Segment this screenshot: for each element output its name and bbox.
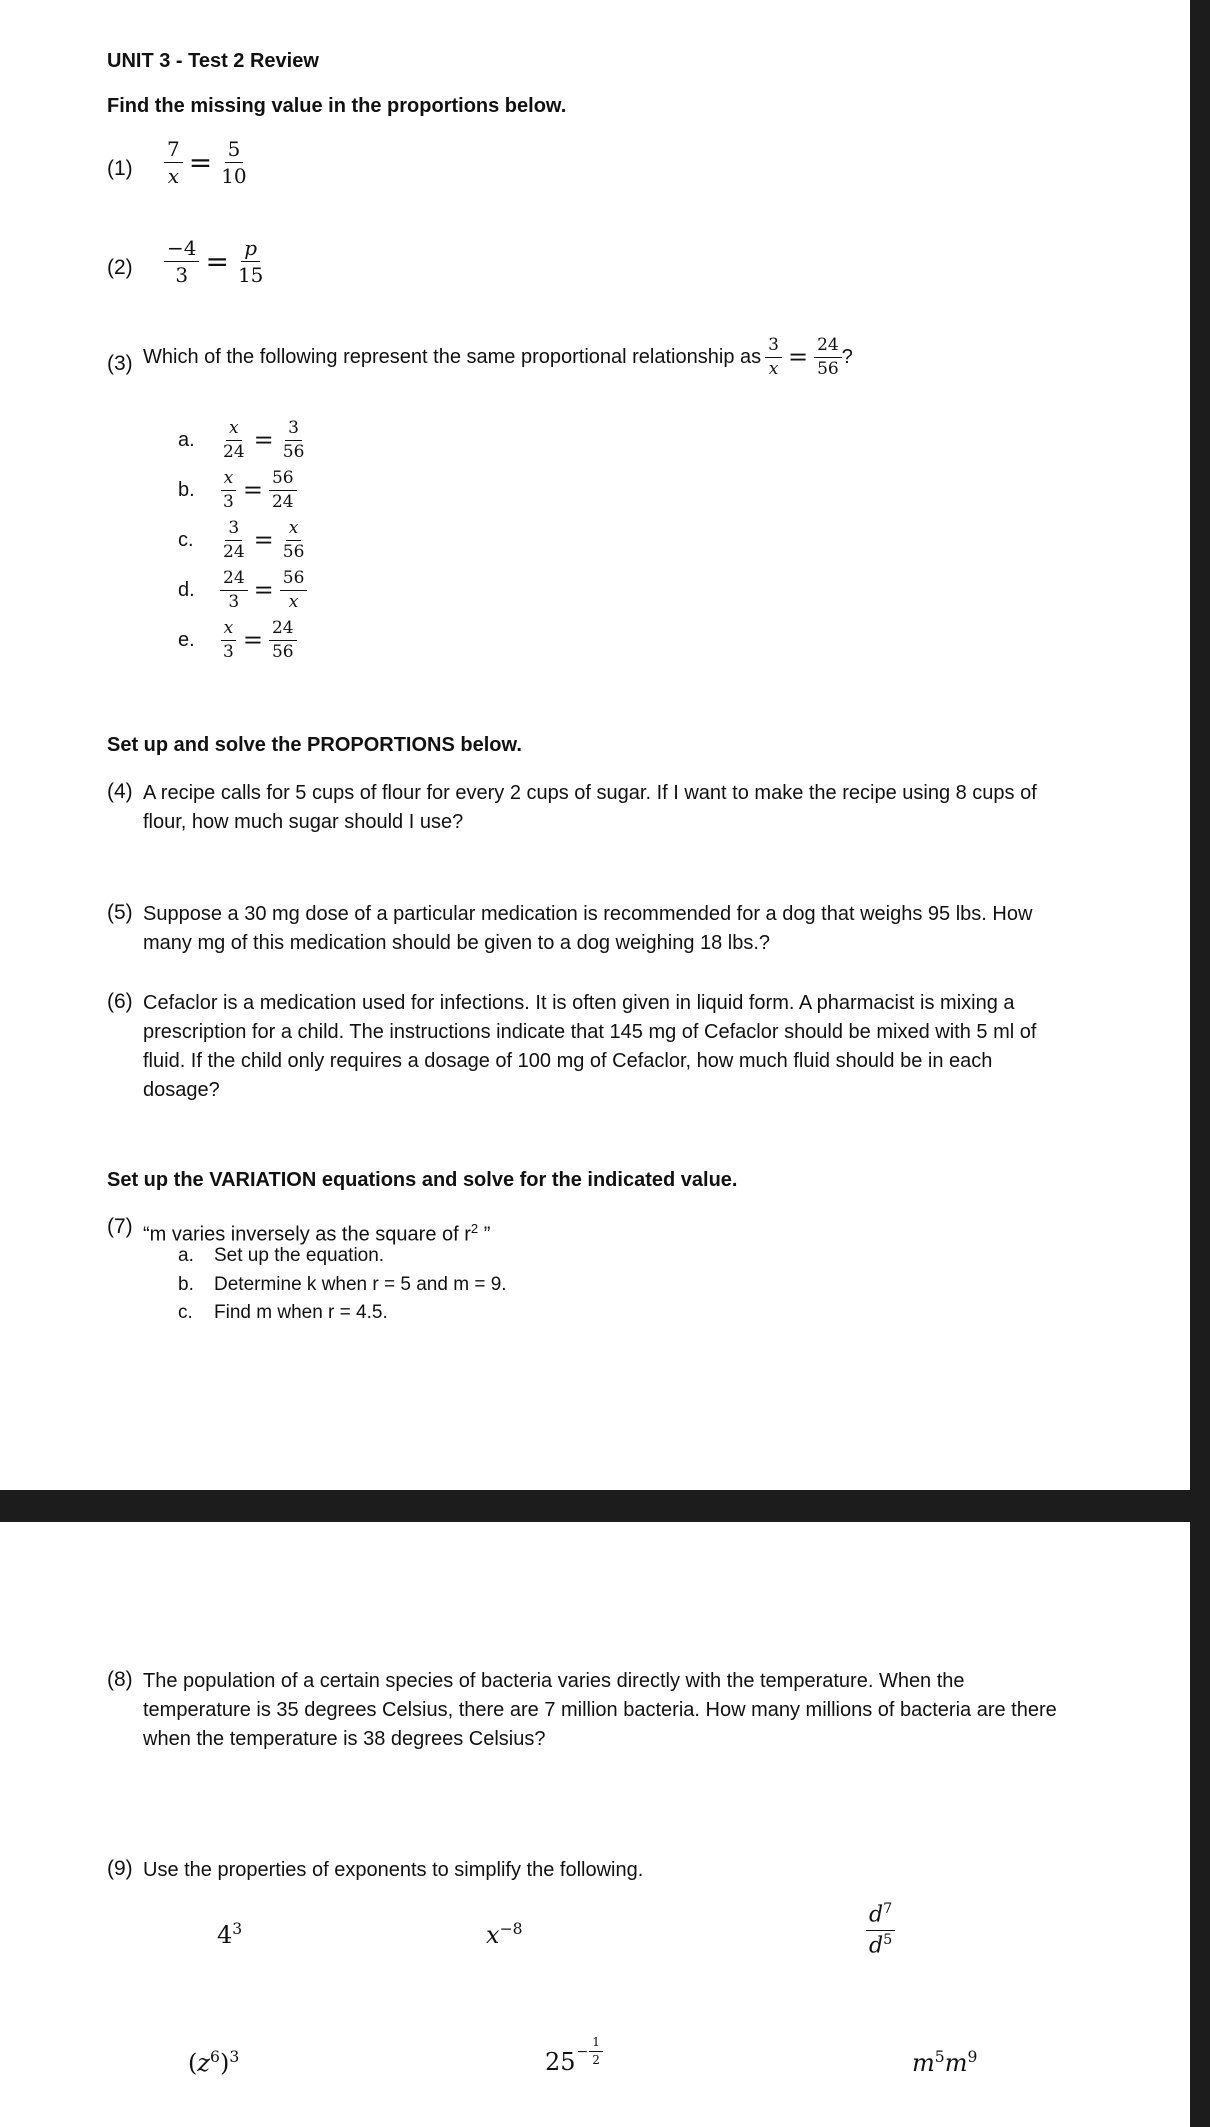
q3-option-e: e. $\frac{x}{3}$ = $\frac{24}{56}$ <box>178 619 301 661</box>
part-text: Find m when r = 4.5. <box>214 1302 388 1323</box>
q1-right-numerator: 5 <box>225 138 244 163</box>
q2-equation <box>160 237 270 286</box>
expr-base: m <box>912 2049 935 2077</box>
q7-part-b <box>178 1274 507 1296</box>
q3-option-c: c. $\frac{3}{24}$ = $\frac{x}{56}$ <box>178 519 311 561</box>
option-left-denominator: 3 <box>223 491 234 512</box>
q3-text: Which of the following represent the same proportional relationship as <box>143 345 762 368</box>
q9-number: (9) <box>107 1857 133 1880</box>
option-label: b. <box>178 478 195 501</box>
part-label: c. <box>178 1302 193 1323</box>
q6-text: Cefaclor is a medication used for infections. It is often given in liquid form. A pharmacist is mixing a prescription for a child. The instructions indicate that 145 mg of Cefaclor should be mixed with 5 ml of fluid. If the child only requires a dosage of 100 mg of Cefaclor, how much fluid should be in each dosage? <box>143 992 1037 1101</box>
option-right-numerator: 56 <box>280 569 308 591</box>
q5-text: Suppose a 30 mg dose of a particular medication is recommended for a dog that weighs 95 lbs. How many mg of this medication should be given to a dog weighing 18 lbs.? <box>143 903 1033 954</box>
page-separator <box>0 1490 1210 1522</box>
part-label: b. <box>178 1274 194 1295</box>
option-right-denominator: x <box>288 591 299 612</box>
q7-text-main: “m varies inversely as the square of r <box>143 1223 471 1246</box>
expr-x-neg8 <box>486 1920 523 1950</box>
option-left-numerator: 3 <box>225 519 242 541</box>
option-label: e. <box>178 628 195 651</box>
option-label: d. <box>178 578 195 601</box>
expr-exponent: 9 <box>967 2048 978 2066</box>
option-right-denominator: 56 <box>271 641 294 662</box>
q3-option-a: a. $\frac{x}{24}$ = $\frac{3}{56}$ <box>178 419 311 461</box>
q1-left-numerator: 7 <box>164 138 183 163</box>
option-right-denominator: 56 <box>282 541 305 562</box>
expr-base: 25 <box>545 2048 576 2076</box>
q2-left-denominator: 3 <box>175 263 189 287</box>
q2-right-numerator: p <box>241 237 260 262</box>
option-left-numerator: x <box>226 419 242 441</box>
part-text: Set up the equation. <box>214 1245 385 1266</box>
section2-heading: Set up and solve the PROPORTIONS below. <box>107 734 522 756</box>
option-label: a. <box>178 428 195 451</box>
expr-inner-exponent: 6 <box>210 2048 220 2066</box>
q7-part-c <box>178 1302 388 1324</box>
q3-number: (3) <box>107 352 133 375</box>
option-left-numerator: 24 <box>220 569 248 591</box>
q9-text: Use the properties of exponents to simplify the following. <box>143 1859 644 1881</box>
q3-frac1-denominator: x <box>768 358 779 379</box>
q2-right-denominator: 15 <box>237 263 264 287</box>
expr-m5-m9 <box>912 2048 977 2078</box>
worksheet-title: UNIT 3 - Test 2 Review <box>107 50 319 72</box>
option-left-denominator: 3 <box>228 591 240 612</box>
q8-text: The population of a certain species of bacteria varies directly with the temperature. When the temperature is 35 degrees Celsius, there are 7 million bacteria. How many millions of bacteria are there when the temperature is 38 degrees Celsius? <box>143 1670 1057 1750</box>
section1-heading: Find the missing value in the proportions below. <box>107 95 567 117</box>
part-label: a. <box>178 1245 194 1266</box>
section3-heading: Set up the VARIATION equations and solve for the indicated value. <box>107 1169 738 1191</box>
expr-exponent: 3 <box>232 1920 243 1938</box>
q1-right-denominator: 10 <box>221 164 247 188</box>
option-left-numerator: x <box>221 469 237 491</box>
q4-text: A recipe calls for 5 cups of flour for every 2 cups of sugar. If I want to make the recipe using 8 cups of flour, how much sugar should I use? <box>143 782 1037 833</box>
q3-prompt <box>143 336 853 378</box>
option-label: c. <box>178 528 194 551</box>
q2-left-numerator: −4 <box>164 237 199 262</box>
q1-number: (1) <box>107 157 133 180</box>
q3-equals: = <box>787 343 809 372</box>
q8-number: (8) <box>107 1668 133 1691</box>
expr-exponent-numerator: 1 <box>589 2036 603 2052</box>
expr-exponent: 5 <box>934 2048 945 2066</box>
q2-number: (2) <box>107 256 133 279</box>
option-right-denominator: 56 <box>282 441 305 462</box>
expr-d7-over-d5 <box>862 1902 899 1958</box>
expr-4-cubed <box>217 1920 242 1949</box>
q1-equation <box>160 138 254 187</box>
expr-denominator-base: d <box>869 1932 884 1958</box>
option-left-numerator: x <box>221 619 237 641</box>
option-right-numerator: 3 <box>285 419 302 441</box>
q3-question-mark: ? <box>841 345 853 368</box>
q1-equals: = <box>188 146 213 179</box>
option-right-numerator: 24 <box>269 619 297 641</box>
option-right-denominator: 24 <box>271 491 294 512</box>
expr-exponent: −8 <box>499 1920 523 1938</box>
expr-base: x <box>486 1921 500 1949</box>
expr-outer-exponent: 3 <box>229 2048 240 2066</box>
expr-25-neg-half <box>545 2035 604 2076</box>
q3-frac1-numerator: 3 <box>765 336 782 358</box>
q6-number: (6) <box>107 990 133 1013</box>
q2-equals: = <box>205 245 229 278</box>
q1-left-denominator: x <box>167 164 179 188</box>
q5-number: (5) <box>107 901 133 924</box>
scrollbar-track[interactable] <box>1190 0 1210 2127</box>
q3-frac2-numerator: 24 <box>814 336 842 358</box>
part-text: Determine k when r = 5 and m = 9. <box>214 1274 507 1295</box>
expr-numerator-exponent: 7 <box>883 1901 893 1917</box>
q4-number: (4) <box>107 780 133 803</box>
q7-exponent: 2 <box>470 1221 479 1236</box>
option-left-denominator: 24 <box>223 541 245 562</box>
q7-part-a <box>178 1245 384 1267</box>
option-right-numerator: x <box>286 519 302 541</box>
option-left-denominator: 3 <box>223 641 234 662</box>
expr-base: 4 <box>217 1921 233 1949</box>
expr-base: m <box>944 2049 968 2077</box>
expr-exponent-denominator: 2 <box>592 2053 600 2068</box>
option-left-denominator: 24 <box>223 441 245 462</box>
q3-frac2-denominator: 56 <box>817 358 839 379</box>
option-right-numerator: 56 <box>269 469 297 491</box>
expr-z6-cubed: $(z^6)^3$ <box>188 2048 240 2077</box>
expr-exponent-sign: − <box>576 2043 589 2060</box>
expr-denominator-exponent: 5 <box>883 1931 893 1948</box>
q7-number: (7) <box>107 1215 133 1238</box>
q7-text-close: ” <box>478 1223 491 1246</box>
expr-base: z <box>197 2049 211 2077</box>
q3-option-b: b. $\frac{x}{3}$ = $\frac{56}{24}$ <box>178 469 301 511</box>
expr-numerator-base: d <box>869 1902 884 1928</box>
q3-option-d: d. $\frac{24}{3}$ = $\frac{56}{x}$ <box>178 569 311 611</box>
